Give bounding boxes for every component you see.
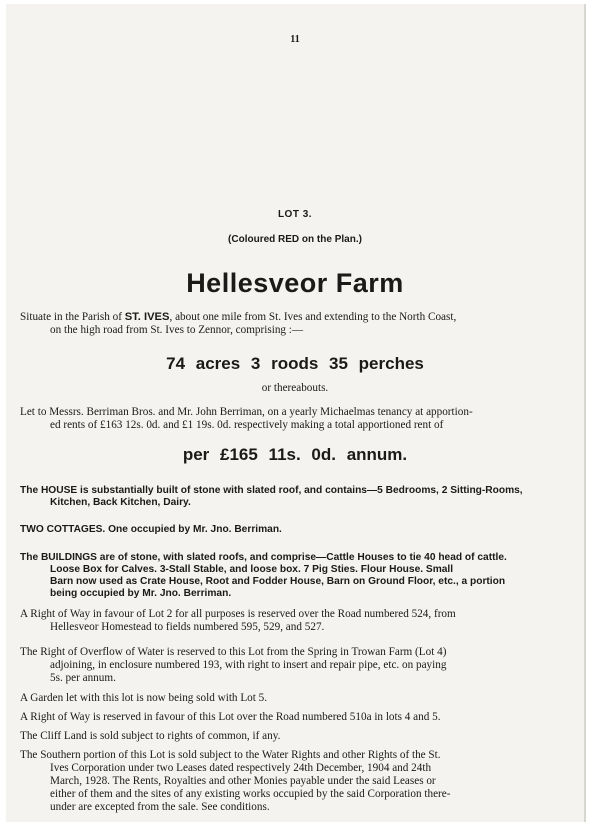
page-number: 11 [290,34,300,45]
paragraph-line: Hellesveor Homestead to fields numbered 595, 529, and 527. [50,621,325,633]
paragraph-line: A Right of Way is reserved in favour of this Lot over the Road numbered 510a in lots 4 and 5. [20,711,441,723]
garden-paragraph [20,692,578,705]
paragraph-line: March, 1928. The Rents, Royalties and other Monies payable under the said Leases or [50,775,436,787]
area-heading: 74 acres 3 roods 35 perches [166,354,424,373]
buildings-line-3: Barn now used as Crate House, Root and Fodder House, Barn on Ground Floor, etc., a portion [50,576,506,587]
house-line-2: Kitchen, Back Kitchen, Dairy. [50,497,191,508]
buildings-line-4: being occupied by Mr. Jno. Berriman. [50,588,232,599]
buildings-line-2: Loose Box for Calves. 3-Stall Stable, and loose box. 7 Pig Sties. Flour House. Small [50,564,454,575]
paragraph-line: The Cliff Land is sold subject to rights of common, if any. [20,730,281,742]
situation-paragraph [20,311,575,337]
tenancy-paragraph [20,406,575,432]
paragraph-line: 5s. per annum. [50,672,116,684]
paragraph-line: A Right of Way in favour of Lot 2 for all purposes is reserved over the Road numbered 524, from [20,608,456,620]
document-page [6,4,586,822]
paragraph-line: either of them and the sites of any existing works occupied by the said Corporation there- [50,788,451,800]
tenancy-line-1: Let to Messrs. Berriman Bros. and Mr. John Berriman, on a yearly Michaelmas tenancy at apportion- [20,406,473,418]
plan-colour-note: (Coloured RED on the Plan.) [228,234,362,245]
paragraph-line: Ives Corporation under two Leases dated respectively 24th December, 1904 and 24th [50,762,432,774]
water-overflow-paragraph [20,646,578,685]
house-line-1: The HOUSE is substantially built of stone with slated roof, and contains—5 Bedrooms, 2 Sitting-Rooms, [20,485,523,496]
situation-text-post: , about one mile from St. Ives and extending to the North Coast, [169,311,457,323]
tenancy-line-2: ed rents of £163 12s. 0d. and £1 19s. 0d. respectively making a total apportioned rent of [50,419,444,431]
road-right-of-way-paragraph [20,711,578,724]
right-of-way-paragraph [20,608,578,634]
paragraph-line: The Right of Overflow of Water is reserved to this Lot from the Spring in Trowan Farm (Lot 4) [20,646,447,658]
farm-title: Hellesveor Farm [186,268,404,298]
cottages-description: TWO COTTAGES. One occupied by Mr. Jno. Berriman. [20,524,282,535]
rent-heading: per £165 11s. 0d. annum. [182,445,408,464]
buildings-description [20,552,575,600]
thereabouts-text: or thereabouts. [261,382,329,394]
situation-line-2: on the high road from St. Ives to Zennor, comprising :— [50,324,304,336]
paragraph-line: adjoining, in enclosure numbered 193, with right to insert and repair pipe, etc. on paying [50,659,447,671]
buildings-line-1: The BUILDINGS are of stone, with slated roofs, and comprise—Cattle Houses to tie 40 head of cattle. [20,552,507,563]
situation-text-pre: Situate in the Parish of [20,311,125,323]
parish-name: ST. IVES [124,311,170,323]
lot-heading: LOT 3. [277,209,313,220]
cliff-land-paragraph [20,730,578,743]
water-rights-paragraph [20,749,578,814]
paragraph-line: The Southern portion of this Lot is sold subject to the Water Rights and other Rights of the St. [20,749,441,761]
house-description [20,485,575,509]
paragraph-line: under are excepted from the sale. See conditions. [50,801,270,813]
paragraph-line: A Garden let with this lot is now being sold with Lot 5. [20,692,268,704]
